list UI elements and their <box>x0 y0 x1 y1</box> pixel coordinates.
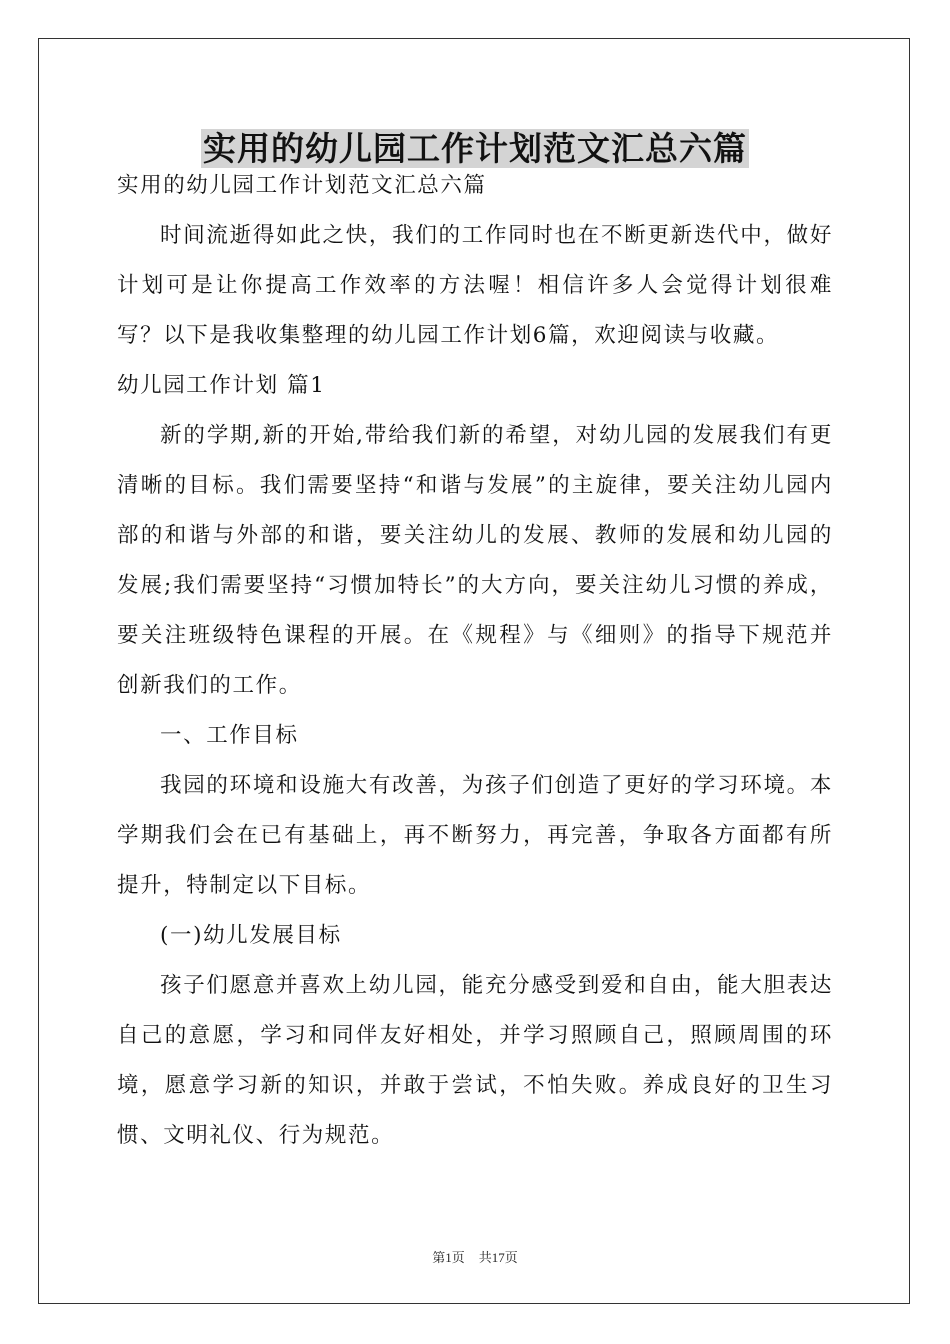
document-body <box>117 161 833 1161</box>
heading-work-goals: 一、工作目标 <box>160 723 299 748</box>
paragraph-3: 孩子们愿意并喜欢上幼儿园，能充分感受到爱和自由，能大胆表达自己的意愿，学习和同伴友好相处，并学习照顾自己，照顾周围的环境，愿意学习新的知识，并敢于尝试，不怕失败。养成良好的卫生习惯、文明礼仪、行为规范。 <box>117 973 833 1148</box>
intro-paragraph: 时间流逝得如此之快，我们的工作同时也在不断更新迭代中，做好计划可是让你提高工作效率的方法喔！相信许多人会觉得计划很难写？以下是我收集整理的幼儿园工作计划6篇，欢迎阅读与收藏。 <box>117 223 833 348</box>
paragraph-1: 新的学期,新的开始,带给我们新的希望，对幼儿园的发展我们有更清晰的目标。我们需要坚持“和谐与发展”的主旋律，要关注幼儿园内部的和谐与外部的和谐，要关注幼儿的发展、教师的发展和幼儿园的发展;我们需要坚持“习惯加特长”的大方向，要关注幼儿习惯的养成，要关注班级特色课程的开展。在《规程》与《细则》的指导下规范并创新我们的工作。 <box>117 423 833 698</box>
page-footer <box>0 1247 950 1266</box>
paragraph-2: 我园的环境和设施大有改善，为孩子们创造了更好的学习环境。本学期我们会在已有基础上，再不断努力，再完善，争取各方面都有所提升，特制定以下目标。 <box>117 773 833 898</box>
document-title-text: 实用的幼儿园工作计划范文汇总六篇 <box>203 129 747 168</box>
page-number: 第1页 <box>432 1250 465 1265</box>
heading-child-goals: (一)幼儿发展目标 <box>160 923 342 948</box>
page-total: 共17页 <box>478 1250 518 1265</box>
subtitle-line: 实用的幼儿园工作计划范文汇总六篇 <box>117 173 487 198</box>
section-heading: 幼儿园工作计划 篇1 <box>117 373 326 398</box>
